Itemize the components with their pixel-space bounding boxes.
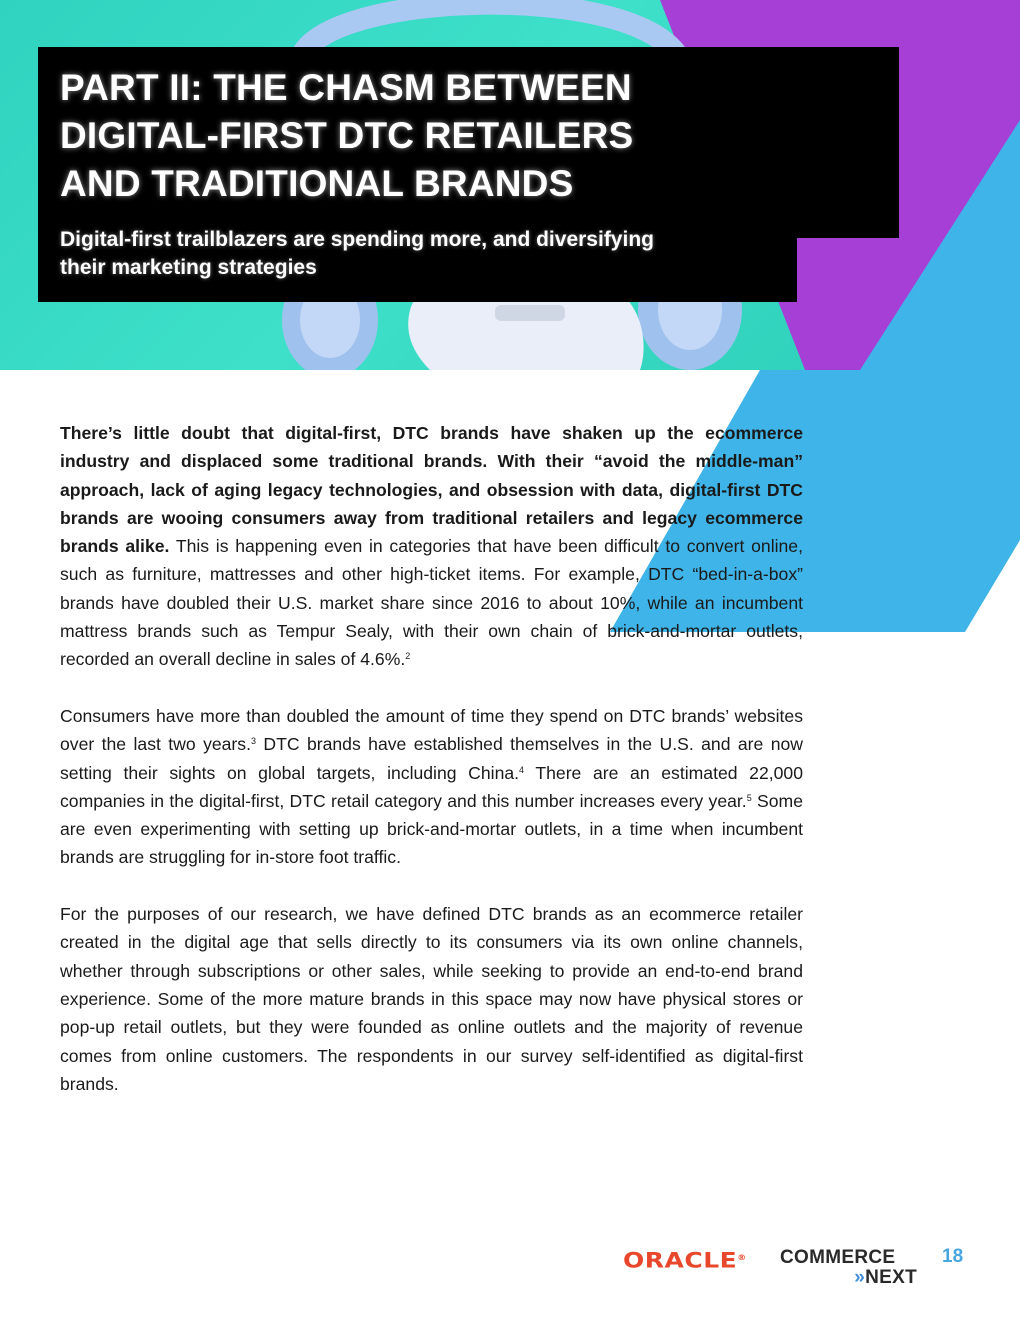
page-subtitle — [60, 226, 760, 282]
paragraph-3: For the purposes of our research, we have defined DTC brands as an ecommerce retailer created in the digital age that sells directly to its consumers via its own online channels, whether through subscriptions or other sales, while seeking to provide an end-to-end brand experience. Some of the more mature brands in this space may now have physical stores or pop-up retail outlets, but they were founded as online outlets and the majority of revenue comes from online customers. The respondents in our survey self-identified as digital-first brands. — [60, 904, 803, 1094]
chevron-right-icon: » — [854, 1267, 866, 1288]
paragraph-1 — [60, 419, 803, 674]
oracle-logo — [623, 1248, 747, 1273]
footnote-5: 5 — [746, 792, 752, 803]
oracle-registered-mark: ® — [737, 1253, 747, 1263]
commercenext-logo-next: NEXT — [865, 1267, 917, 1288]
title-line-3: AND TRADITIONAL BRANDS — [60, 163, 574, 204]
footnote-3: 3 — [250, 736, 256, 747]
paragraph-1-body: This is happening even in categories that have been difficult to convert online, such as furniture, mattresses and other high-ticket items. For example, DTC “bed-in-a-box” brands have doubled their U.S. market share since 2016 to about 10%, while an incumbent mattress brands such as Tempur Sealy, with their own chain of brick-and-mortar outlets, recorded an overall decline in sales of 4.6%. — [60, 536, 803, 670]
page-title — [60, 64, 700, 208]
subtitle-line-1: Digital-first trailblazers are spending more, and diversifying — [60, 228, 654, 251]
paragraph-2-part-a: Consumers have more than doubled the amount of time they spend on DTC brands’ websites over the last two years. — [60, 705, 803, 755]
paragraph-1-lead: There’s little doubt that digital-first, DTC brands have shaken up the ecommerce industry and displaced some traditional brands. With their “avoid the middle-man” approach, lack of aging legacy technologies, and obsession with data, digital-first DTC brands are wooing consumers away from traditional retailers and legacy ecommerce brands alike. — [60, 423, 803, 557]
title-line-2: DIGITAL-FIRST DTC RETAILERS — [60, 115, 634, 156]
footnote-4: 4 — [519, 764, 525, 775]
paragraph-2-part-b: DTC brands have established themselves in the U.S. and are now setting their sights on global targets, including China. — [60, 734, 803, 783]
subtitle-line-2: their marketing strategies — [60, 256, 317, 279]
commercenext-logo-commerce: COMMERCE — [780, 1247, 896, 1268]
paragraph-2 — [60, 702, 803, 872]
paragraph-2-part-c: There are an estimated 22,000 companies in the digital-first, DTC retail category and this number increases every year. — [60, 762, 803, 811]
paragraph-2-part-d: Some are even experimenting with setting up brick-and-mortar outlets, in a time when incumbent brands are struggling for in-store foot traffic. — [60, 790, 803, 868]
commercenext-logo — [780, 1248, 920, 1288]
page-number: 18 — [942, 1246, 964, 1267]
body-text — [60, 419, 803, 1126]
title-line-1: PART II: THE CHASM BETWEEN — [60, 67, 632, 108]
oracle-logo-text: ORACLE — [623, 1248, 738, 1273]
footnote-2: 2 — [405, 651, 411, 662]
